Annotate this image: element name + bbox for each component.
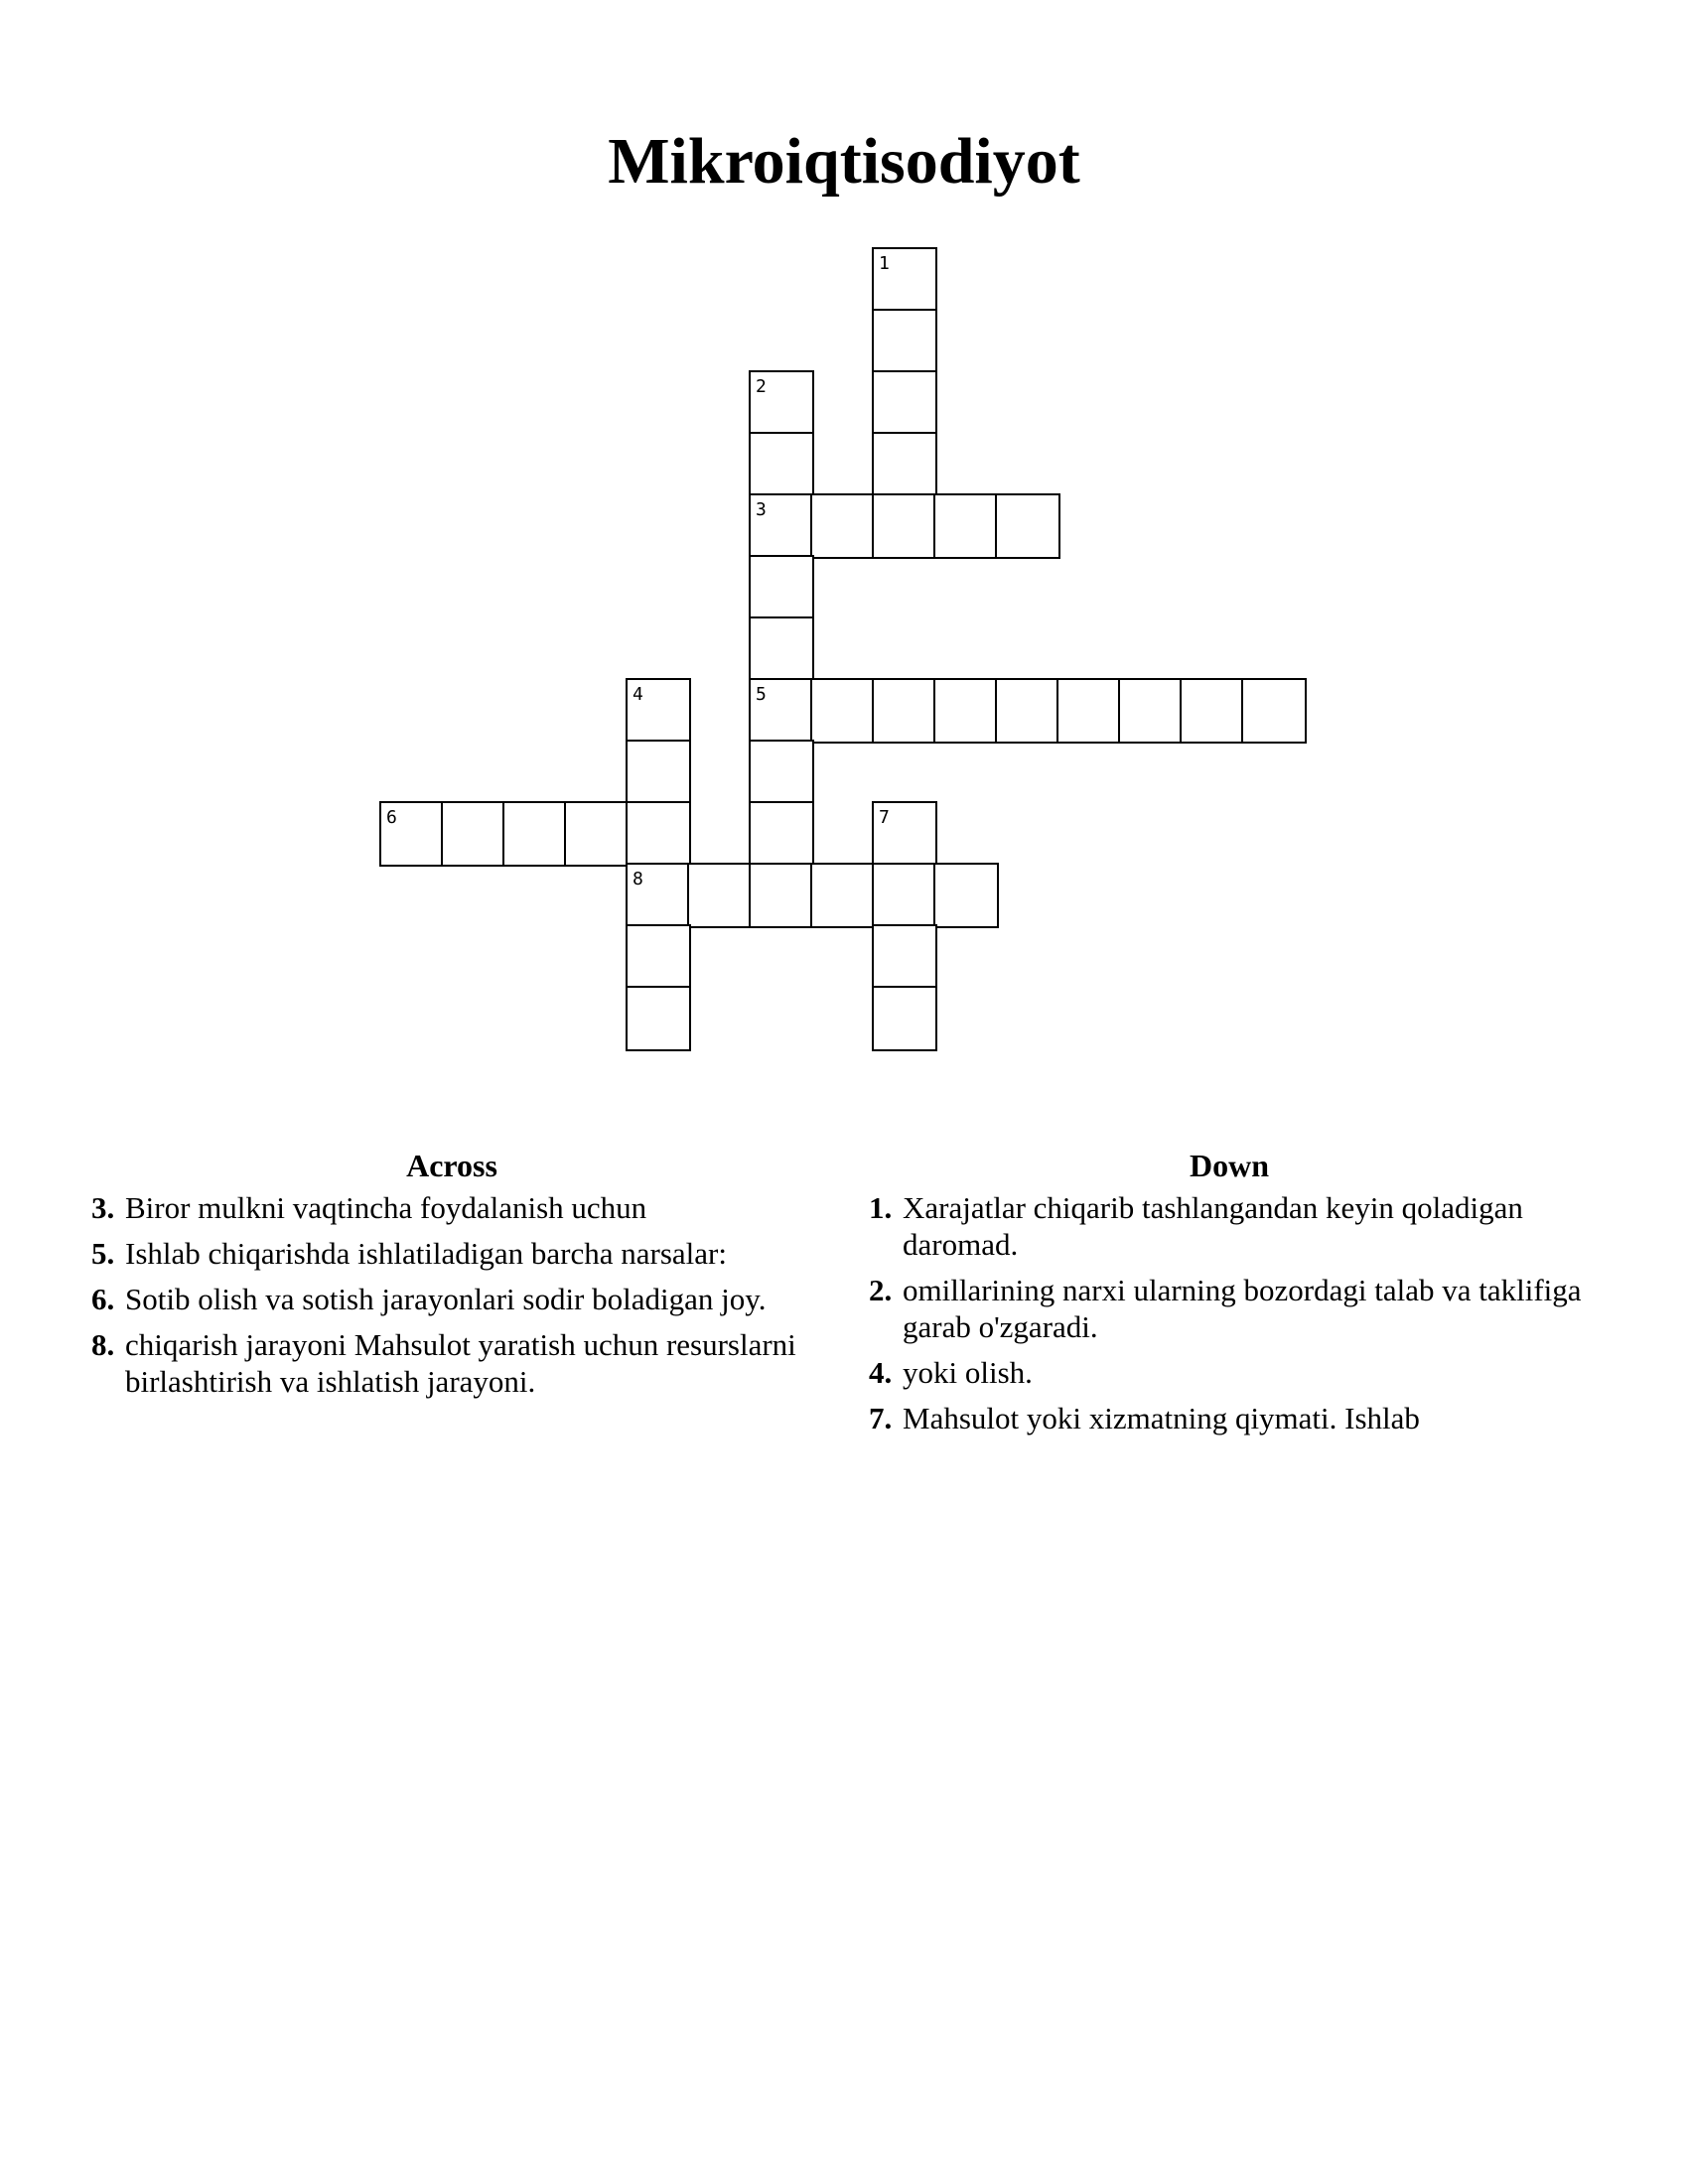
crossword-cell[interactable]	[626, 863, 691, 928]
clue-text: omillarining narxi ularning bozordagi talab va taklifiga garab o'zgaradi.	[903, 1273, 1582, 1344]
crossword-cell[interactable]	[872, 924, 937, 990]
page-title: Mikroiqtisodiyot	[608, 125, 1080, 198]
cell-number: 8	[633, 869, 643, 889]
clue-across-5	[89, 1235, 814, 1272]
crossword-cell[interactable]	[749, 555, 814, 620]
clue-across-6	[89, 1281, 814, 1317]
crossword-cell[interactable]	[626, 678, 691, 744]
crossword-cell[interactable]	[1241, 678, 1307, 744]
cell-number: 3	[756, 499, 767, 520]
clue-down-2	[867, 1272, 1592, 1345]
clue-down-4	[867, 1354, 1592, 1391]
crossword-cell[interactable]	[810, 493, 876, 559]
crossword-cell[interactable]	[379, 801, 445, 867]
clue-number: 8.	[91, 1327, 115, 1362]
cell-number: 7	[879, 807, 890, 828]
down-clues	[867, 1144, 1592, 1445]
crossword-cell[interactable]	[1118, 678, 1184, 744]
clue-number: 2.	[869, 1273, 893, 1307]
crossword-cell[interactable]	[749, 678, 814, 744]
crossword-cell[interactable]	[1056, 678, 1122, 744]
crossword-cell[interactable]	[564, 801, 630, 867]
crossword-cell[interactable]	[626, 924, 691, 990]
crossword-cell[interactable]	[872, 432, 937, 497]
crossword-cell[interactable]	[626, 801, 691, 867]
clue-number: 5.	[91, 1236, 115, 1271]
crossword-cell[interactable]	[749, 740, 814, 805]
clue-text: Mahsulot yoki xizmatning qiymati. Ishlab	[903, 1401, 1420, 1435]
down-heading: Down	[1189, 1148, 1269, 1183]
clue-down-7	[867, 1400, 1592, 1436]
crossword-cell[interactable]	[995, 493, 1060, 559]
clue-number: 3.	[91, 1190, 115, 1225]
crossword-cell[interactable]	[872, 493, 937, 559]
clue-text: Ishlab chiqarishda ishlatiladigan barcha narsalar:	[125, 1236, 727, 1271]
clue-text: Biror mulkni vaqtincha foydalanish uchun	[125, 1190, 647, 1225]
crossword-cell[interactable]	[933, 493, 999, 559]
crossword-cell[interactable]	[872, 309, 937, 374]
clue-number: 4.	[869, 1355, 893, 1390]
clue-text: Sotib olish va sotish jarayonlari sodir boladigan joy.	[125, 1282, 767, 1316]
across-heading: Across	[406, 1148, 497, 1183]
clue-across-3	[89, 1189, 814, 1226]
crossword-cell[interactable]	[872, 247, 937, 313]
cell-number: 5	[756, 684, 767, 705]
clue-text: yoki olish.	[903, 1355, 1033, 1390]
crossword-cell[interactable]	[872, 370, 937, 436]
crossword-cell[interactable]	[626, 986, 691, 1051]
crossword-cell[interactable]	[872, 678, 937, 744]
crossword-cell[interactable]	[810, 863, 876, 928]
crossword-cell[interactable]	[872, 801, 937, 867]
cell-number: 2	[756, 376, 767, 397]
crossword-cell[interactable]	[810, 678, 876, 744]
crossword-cell[interactable]	[749, 616, 814, 682]
clue-number: 1.	[869, 1190, 893, 1225]
cell-number: 4	[633, 684, 643, 705]
crossword-cell[interactable]	[1180, 678, 1245, 744]
crossword-cell[interactable]	[749, 493, 814, 559]
cell-number: 6	[386, 807, 397, 828]
crossword-cell[interactable]	[441, 801, 506, 867]
across-clues	[89, 1144, 814, 1409]
crossword-cell[interactable]	[995, 678, 1060, 744]
crossword-cell[interactable]	[502, 801, 568, 867]
crossword-cell[interactable]	[749, 370, 814, 436]
crossword-cell[interactable]	[933, 678, 999, 744]
crossword-cell[interactable]	[749, 863, 814, 928]
clue-number: 7.	[869, 1401, 893, 1435]
clue-across-8	[89, 1326, 814, 1400]
clue-text: Xarajatlar chiqarib tashlangandan keyin qoladigan daromad.	[903, 1190, 1523, 1262]
crossword-cell[interactable]	[687, 863, 753, 928]
cell-number: 1	[879, 253, 890, 274]
clue-text: chiqarish jarayoni Mahsulot yaratish uchun resurslarni birlashtirish va ishlatish jarayoni.	[125, 1327, 796, 1399]
crossword-cell[interactable]	[872, 986, 937, 1051]
crossword-cell[interactable]	[626, 740, 691, 805]
clue-number: 6.	[91, 1282, 115, 1316]
crossword-cell[interactable]	[749, 432, 814, 497]
crossword-cell[interactable]	[872, 863, 937, 928]
crossword-cell[interactable]	[749, 801, 814, 867]
crossword-cell[interactable]	[933, 863, 999, 928]
clue-down-1	[867, 1189, 1592, 1263]
